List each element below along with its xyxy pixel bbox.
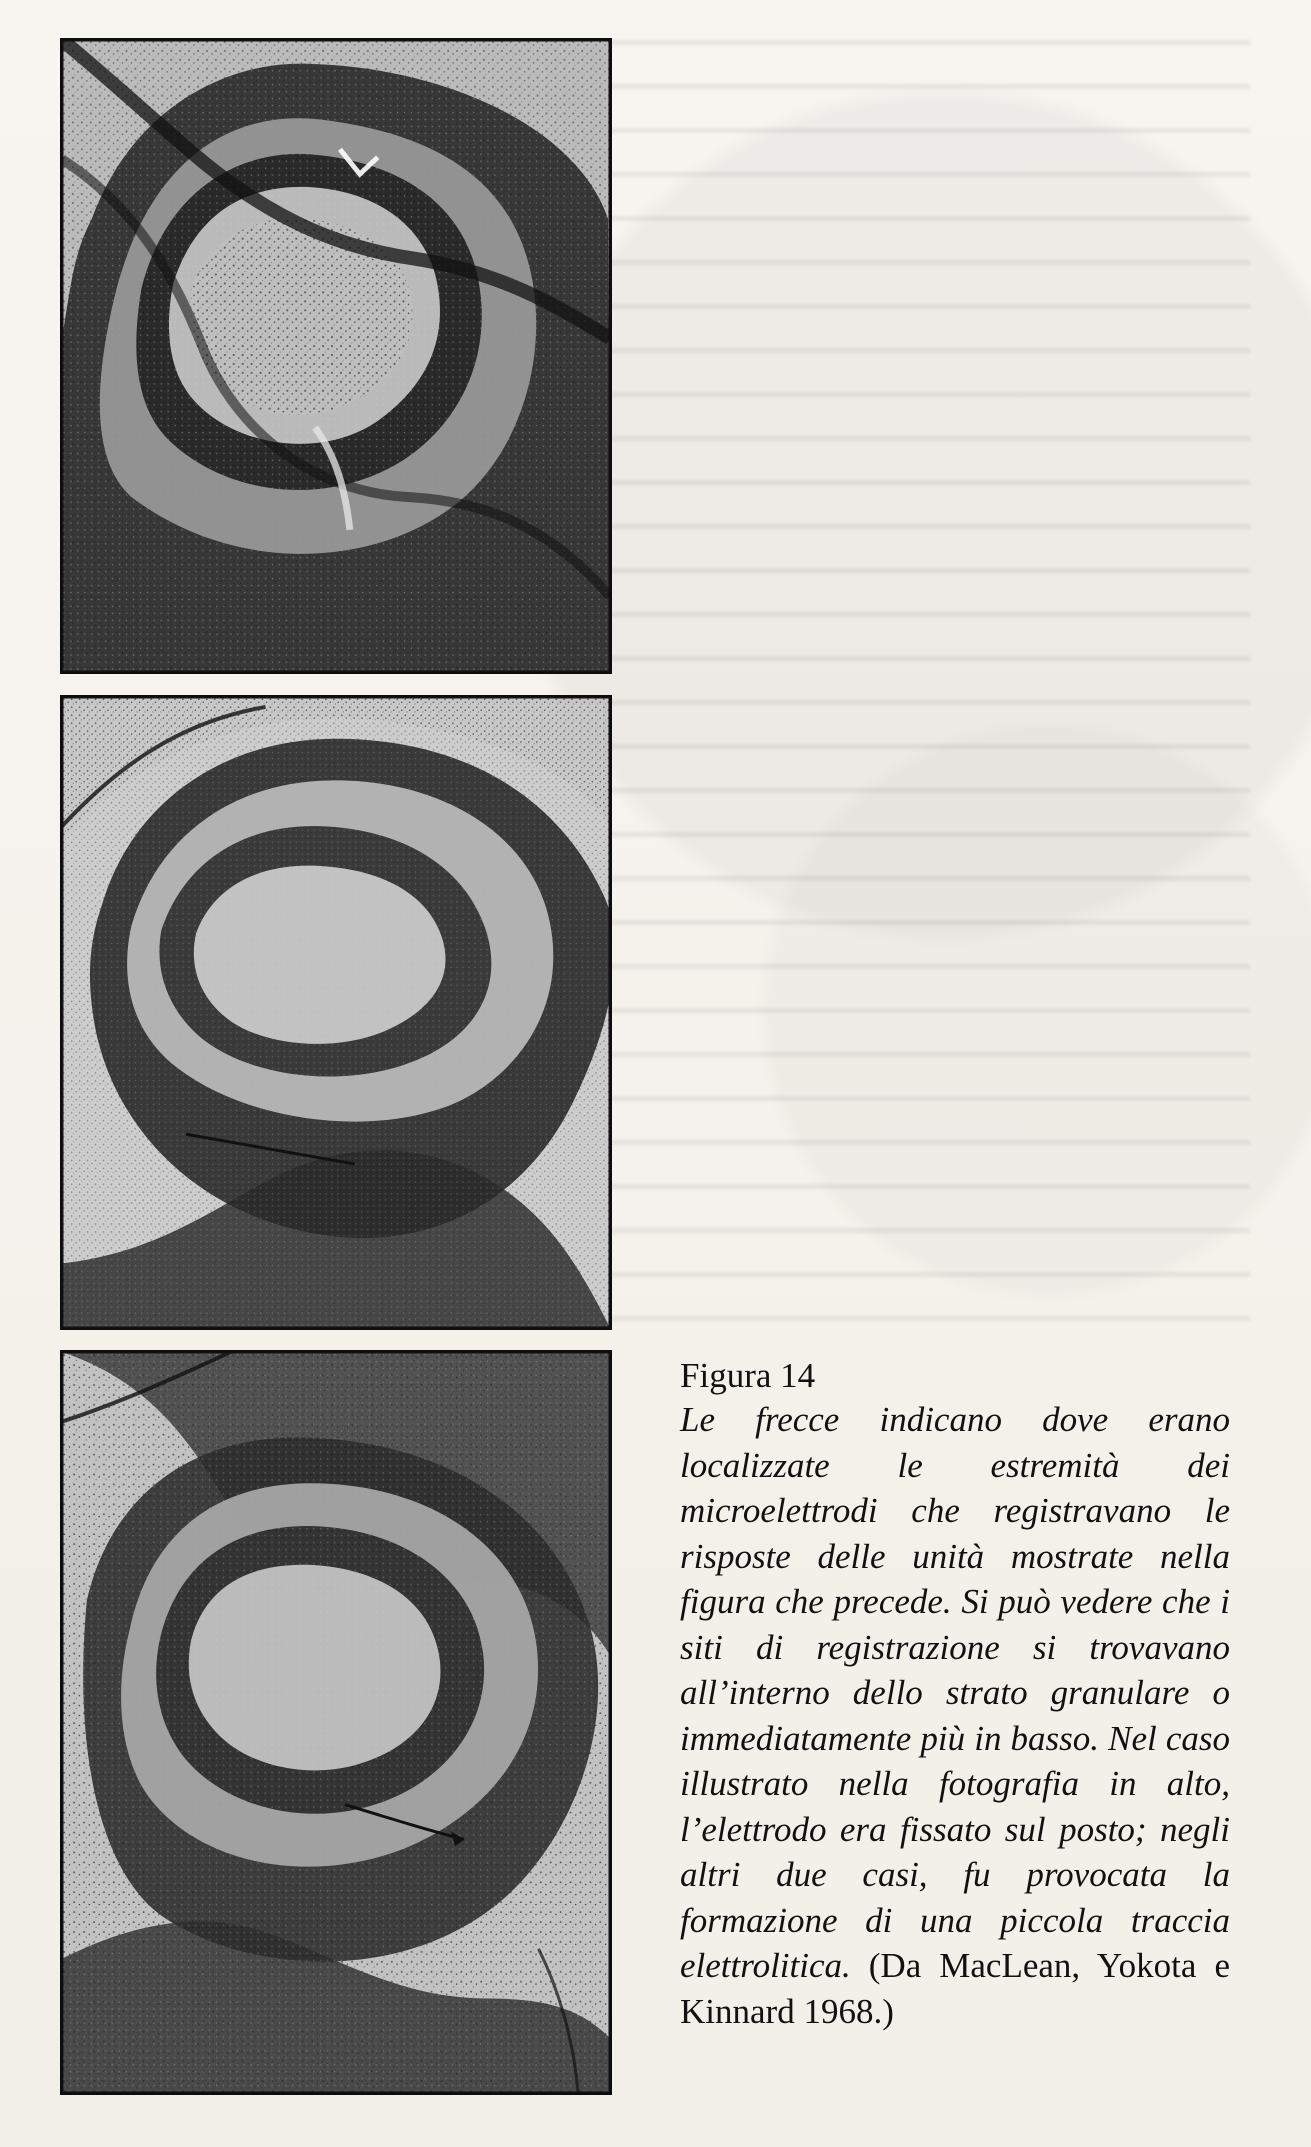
show-through-text <box>610 40 1250 1360</box>
bottom-brain-section-image <box>62 1352 610 2093</box>
bottom-micrograph <box>60 1350 612 2095</box>
middle-micrograph <box>60 695 612 1330</box>
caption-text <box>680 1397 1230 2034</box>
middle-brain-section-image <box>62 697 610 1328</box>
caption-explanation: Le frecce indicano dove erano localizzate le estremità dei microelettrodi che registravano le risposte delle unità mostrate nella figura che precede. Si può vedere che i siti di registrazione si trovavano all’interno dello strato granulare o immediatamente più in basso. Nel caso illustrato nella fotografia in alto, l’elettrodo era fissato sul posto; negli altri due casi, fu provocata la formazione di una piccola traccia elettrolitica. <box>680 1400 1230 1986</box>
figure-number: Figura 14 <box>680 1356 816 1395</box>
caption-source: (Da MacLean, Yokota e Kinnard 1968.) <box>680 1946 1230 2031</box>
figure-caption <box>680 1355 1230 2034</box>
top-brain-section-image <box>62 40 610 672</box>
top-micrograph <box>60 38 612 674</box>
